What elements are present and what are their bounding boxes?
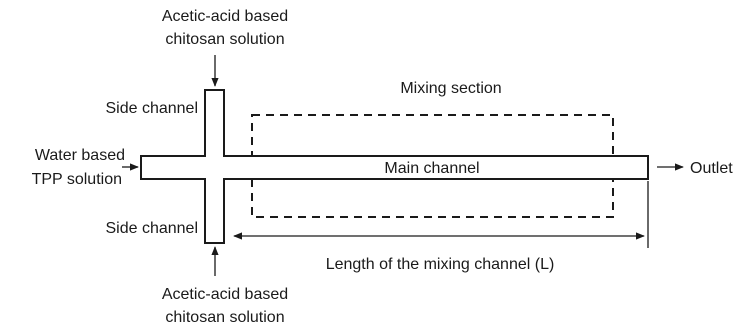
mixing-section-label: Mixing section xyxy=(400,80,502,97)
bottom-inlet-label-line1: Acetic-acid based xyxy=(161,286,289,303)
water-inlet-label-line2: TPP solution xyxy=(31,171,122,188)
outlet-label: Outlet xyxy=(690,160,733,177)
main-channel-label: Main channel xyxy=(384,160,480,177)
side-channel-bottom-label: Side channel xyxy=(105,220,198,237)
water-inlet-label-line1: Water based xyxy=(34,147,125,164)
bottom-inlet-label-line2: chitosan solution xyxy=(165,309,285,326)
side-channel-top-label: Side channel xyxy=(105,100,198,117)
length-label: Length of the mixing channel (L) xyxy=(325,256,555,273)
top-inlet-label-line1: Acetic-acid based xyxy=(161,8,289,25)
top-inlet-label-line2: chitosan solution xyxy=(165,31,285,48)
